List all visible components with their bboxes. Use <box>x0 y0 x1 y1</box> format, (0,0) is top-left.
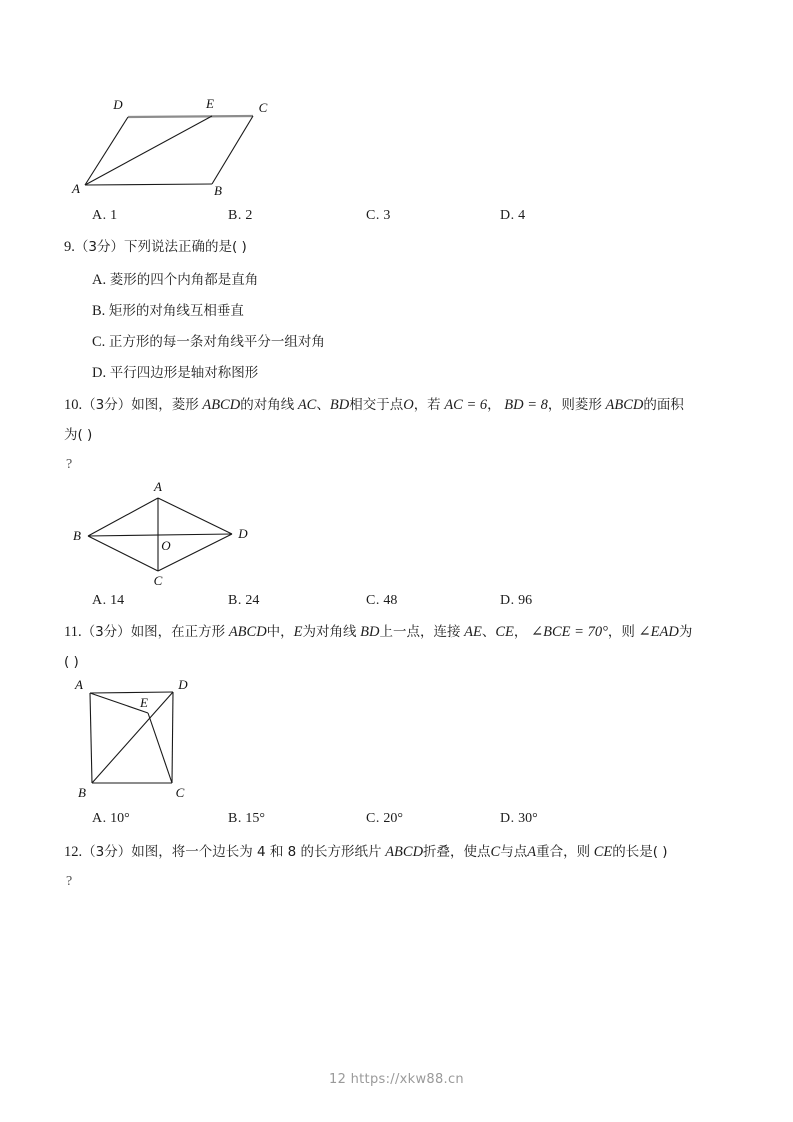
q10-option-b[interactable] <box>228 593 259 609</box>
q11-text-a: 如图，在正方形 <box>130 624 226 640</box>
segment-da <box>158 498 232 534</box>
q12-number: 12. <box>64 844 83 860</box>
q11-sep: 、 <box>481 624 496 640</box>
q10-text-mid1: 的对角线 <box>240 397 295 413</box>
q11-text-b: 中， <box>266 624 294 640</box>
q11-answer-blank[interactable]: ( ) <box>64 654 79 670</box>
q9-choice-d[interactable] <box>92 364 258 382</box>
q9-score: （3分） <box>74 239 124 255</box>
q8-option-c-letter: C. <box>366 208 380 223</box>
q11-option-d-value: 30° <box>518 811 538 826</box>
q10-answer-blank[interactable]: 为( ) <box>64 427 93 443</box>
vertex-label-a: A <box>154 479 162 494</box>
question-12-stem-line1 <box>64 843 668 861</box>
segment-bc <box>212 116 253 184</box>
q10-comma-1: ， <box>487 397 501 413</box>
q11-option-a[interactable] <box>92 811 130 827</box>
vertex-label-e: E <box>206 96 214 111</box>
q9-choice-c[interactable] <box>92 333 325 351</box>
segment-bc <box>88 536 158 571</box>
q10-option-a-value: 14 <box>110 593 125 608</box>
vertex-label-c: C <box>258 100 268 115</box>
q11-angle-ead: ∠EAD <box>638 624 679 640</box>
q12-text-a: 如图，将一个边长为 4 和 8 的长方形纸片 <box>131 844 382 860</box>
q11-score: （3分） <box>81 624 131 640</box>
q11-var-ce: CE <box>495 624 514 640</box>
q11-var-abcd: ABCD <box>228 624 267 640</box>
question-11-stem-line1 <box>64 623 692 641</box>
q11-text-g: 为 <box>678 624 693 640</box>
vertex-label-a: A <box>75 677 83 692</box>
q9-choice-d-letter: D. <box>92 365 107 381</box>
q10-option-c[interactable] <box>366 593 397 609</box>
q11-option-c-value: 20° <box>383 811 403 826</box>
q11-angle-bce: ∠BCE = 70° <box>531 624 608 640</box>
segment-ba <box>90 693 92 783</box>
diagonal-bd <box>92 692 173 783</box>
q8-options-row <box>0 208 793 228</box>
segment-ab <box>88 498 158 536</box>
q11-options-row <box>0 811 793 831</box>
q11-var-e: E <box>293 624 303 640</box>
vertex-label-b: B <box>214 183 222 198</box>
q10-option-d[interactable] <box>500 593 532 609</box>
q10-eq-bd: BD = 8 <box>504 397 548 413</box>
vertex-label-d: D <box>113 97 123 112</box>
q10-option-d-value: 96 <box>518 593 533 608</box>
q12-text-b: 折叠，使点 <box>423 844 491 860</box>
q12-var-c: C <box>490 844 501 860</box>
page-footer-watermark: 12 https://xkw88.cn <box>329 1072 464 1087</box>
q8-option-c-value: 3 <box>383 208 391 223</box>
q10-option-c-letter: C. <box>366 593 380 608</box>
q9-choice-b-text: 矩形的对角线互相垂直 <box>108 303 244 319</box>
q10-text-mid3: ，若 <box>413 397 441 413</box>
q8-option-a-value: 1 <box>110 208 118 223</box>
q10-option-a[interactable] <box>92 593 124 609</box>
q11-option-b-letter: B. <box>228 811 242 826</box>
segment-ad <box>90 692 173 693</box>
q10-var-ac: AC <box>297 397 317 413</box>
q9-choice-c-text: 正方形的每一条对角线平分一组对角 <box>108 334 325 350</box>
segment-ae <box>85 116 212 185</box>
q10-var-abcd-1: ABCD <box>202 397 241 413</box>
segment-dc <box>128 116 253 117</box>
q9-number: 9. <box>64 239 75 255</box>
vertex-label-b: B <box>78 785 86 800</box>
vertex-label-d: D <box>178 677 188 692</box>
q12-text-d: 重合，则 <box>536 844 591 860</box>
rhombus-svg <box>60 478 260 593</box>
q12-var-a: A <box>527 844 537 860</box>
diagonal-bd <box>88 534 232 536</box>
q9-choice-b[interactable] <box>92 302 244 320</box>
figure-square-abcd <box>62 676 242 806</box>
q11-var-ae: AE <box>464 624 482 640</box>
parallelogram-svg <box>60 95 290 205</box>
q12-text-e[interactable]: 的长是( ) <box>612 844 668 860</box>
q11-option-d-letter: D. <box>500 811 515 826</box>
figure-parallelogram-abcd <box>60 95 290 205</box>
q11-option-a-letter: A. <box>92 811 107 826</box>
segment-da <box>85 117 128 185</box>
question-11-stem-line2 <box>64 653 79 671</box>
segment-ab <box>85 184 212 185</box>
q8-option-a[interactable] <box>92 208 117 224</box>
vertex-label-c: C <box>175 785 185 800</box>
segment-ec <box>148 713 172 783</box>
q8-option-b[interactable] <box>228 208 252 224</box>
q10-text-pre: 如图，菱形 <box>131 397 199 413</box>
q9-stem-text: 下列说法正确的是( ) <box>123 239 247 255</box>
q11-number: 11. <box>64 624 82 640</box>
vertex-label-d: D <box>238 526 248 541</box>
q8-option-d-letter: D. <box>500 208 515 223</box>
q11-text-e: ， <box>513 624 528 640</box>
q11-text-c: 为对角线 <box>302 624 357 640</box>
vertex-label-a: A <box>72 181 80 196</box>
q11-var-bd: BD <box>360 624 380 640</box>
q11-option-c[interactable] <box>366 811 403 827</box>
q12-score: （3分） <box>82 844 132 860</box>
q9-choice-b-letter: B. <box>92 303 106 319</box>
vertex-label-e: E <box>140 695 148 710</box>
question-10-stem-line1 <box>64 396 684 414</box>
q10-option-c-value: 48 <box>383 593 398 608</box>
q10-eq-ac: AC = 6 <box>444 397 488 413</box>
q10-question-mark: ? <box>66 457 73 472</box>
q10-text-mid2: 相交于点 <box>349 397 404 413</box>
q12-var-ce: CE <box>593 844 613 860</box>
q10-option-a-letter: A. <box>92 593 107 608</box>
q11-text-f: ，则 <box>607 624 635 640</box>
q8-option-b-letter: B. <box>228 208 242 223</box>
q10-sep-1: 、 <box>316 397 330 413</box>
q10-comma-2: ，则菱形 <box>547 397 602 413</box>
q9-choice-c-letter: C. <box>92 334 106 350</box>
q11-option-a-value: 10° <box>110 811 130 826</box>
q8-option-d-value: 4 <box>518 208 526 223</box>
q10-text-end: 的面积 <box>643 397 684 413</box>
vertex-label-c: C <box>153 573 163 588</box>
q10-option-d-letter: D. <box>500 593 515 608</box>
q12-text-c: 与点 <box>500 844 528 860</box>
q11-option-b[interactable] <box>228 811 265 827</box>
question-9-stem <box>64 238 247 256</box>
q9-choice-a-letter: A. <box>92 272 107 288</box>
q10-option-b-letter: B. <box>228 593 242 608</box>
q12-question-mark: ? <box>66 874 73 889</box>
q10-var-bd: BD <box>329 397 350 413</box>
q10-score: （3分） <box>82 397 132 413</box>
square-svg <box>62 676 242 806</box>
q11-text-d: 上一点，连接 <box>379 624 461 640</box>
q8-option-a-letter: A. <box>92 208 107 223</box>
q11-option-d[interactable] <box>500 811 538 827</box>
vertex-label-b: B <box>73 528 81 543</box>
q10-option-b-value: 24 <box>245 593 260 608</box>
q8-option-c[interactable] <box>366 208 390 224</box>
q10-var-o: O <box>403 397 414 413</box>
figure-rhombus-abcd <box>60 478 260 593</box>
segment-dc <box>172 692 173 783</box>
q12-var-abcd: ABCD <box>385 844 424 860</box>
q11-option-c-letter: C. <box>366 811 380 826</box>
q9-choice-a[interactable] <box>92 271 258 289</box>
q9-choice-d-text: 平行四边形是轴对称图形 <box>109 365 259 381</box>
q10-options-row <box>0 593 793 613</box>
q10-number: 10. <box>64 397 83 413</box>
q9-choice-a-text: 菱形的四个内角都是直角 <box>109 272 259 288</box>
vertex-label-o: O <box>161 538 171 553</box>
question-10-stem-line2 <box>64 426 92 444</box>
q8-option-d[interactable] <box>500 208 525 224</box>
q11-option-b-value: 15° <box>245 811 265 826</box>
q10-var-abcd-2: ABCD <box>605 397 644 413</box>
q8-option-b-value: 2 <box>245 208 253 223</box>
